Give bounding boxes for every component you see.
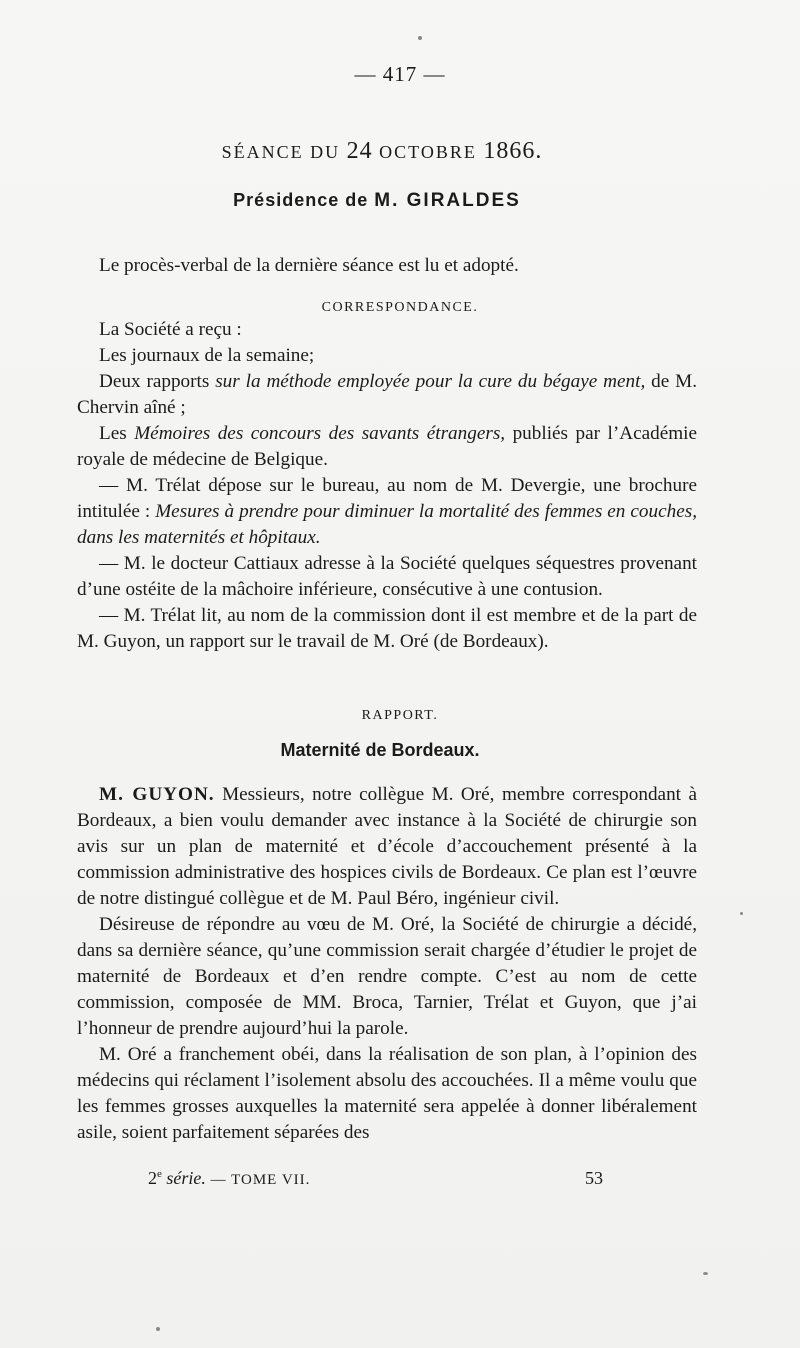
president-name: M. GIRALDES xyxy=(374,190,521,211)
scan-speck xyxy=(703,1272,708,1275)
reports-paragraph xyxy=(77,369,697,421)
page-number: — 417 — xyxy=(354,62,446,86)
paragraph-1-text: Messieurs, notre collègue M. Oré, membre correspondant à Bordeaux, a bien voulu demander avec instance à la Société de chirurgie son avis sur un plan de maternité et d’école d’accouchement présenté à la commission administrative des hospices civils de Bordeaux. Ce plan est l’œuvre de notre distingué collègue et de M. Paul Béro, ingénieur civil. xyxy=(77,784,697,909)
received-line: La Société a reçu : xyxy=(99,319,242,340)
correspondance-section xyxy=(77,317,697,655)
presidency-label: Présidence de xyxy=(233,190,375,210)
printer-signature: 53 xyxy=(585,1168,603,1188)
page-footer xyxy=(0,1168,800,1194)
presidency-line xyxy=(0,190,754,212)
minutes-paragraph xyxy=(77,253,697,279)
memoires-suffix: publiés par l’Académie royale de médecine de Belgique. xyxy=(77,423,697,470)
session-day: 24 xyxy=(346,138,373,164)
rapport-title: Maternité de Bordeaux. xyxy=(280,740,480,760)
scan-speck xyxy=(740,912,743,915)
session-heading xyxy=(0,138,764,165)
trelat-report-paragraph: — M. Trélat lit, au nom de la commission dont il est membre et de la part de M. Guyon, un rapport sur le travail de M. Oré (de Bordeaux). xyxy=(77,605,697,652)
memoires-prefix: Les xyxy=(99,423,135,444)
session-month: OCTOBRE xyxy=(372,142,484,162)
volume-label: — TOME VII. xyxy=(205,1172,311,1188)
brochure-title: Mesures à prendre pour diminuer la mortalité des femmes en couches, dans les maternités et hôpitaux. xyxy=(77,501,697,548)
rapport-paragraph-3: M. Oré a franchement obéi, dans la réalisation de son plan, à l’opinion des médecins qui réclament l’isolement absolu des accouchées. Il a même voulu que les femmes grosses auxquelles la maternité sera appelée à donner libéralement asile, soient parfaitement séparées des xyxy=(77,1044,697,1143)
rapport-body xyxy=(77,782,697,1146)
correspondance-heading: CORRESPONDANCE. xyxy=(321,300,479,315)
series-number: 2 xyxy=(148,1168,157,1188)
series-label: série. xyxy=(161,1168,206,1188)
memoires-paragraph xyxy=(77,421,697,473)
session-year: 1866. xyxy=(483,138,543,164)
scan-speck xyxy=(156,1327,160,1331)
rapport-paragraph-2: Désireuse de répondre au vœu de M. Oré, la Société de chirurgie a décidé, dans sa dernière séance, qu’une commission serait chargée d’étudier le projet de maternité de Bordeaux et d’en rendre compte. C’est au nom de cette commission, composée de MM. Broca, Tarnier, Trélat et Guyon, que j’ai l’honneur de prendre aujourd’hui la parole. xyxy=(77,914,697,1039)
scan-speck xyxy=(418,36,422,40)
reports-title: sur la méthode employée pour la cure du bégaye ment, xyxy=(215,371,646,392)
cattiaux-paragraph: — M. le docteur Cattiaux adresse à la Société quelques séquestres provenant d’une ostéite de la mâchoire inférieure, consécutive à une contusion. xyxy=(77,553,697,600)
reports-suffix: de M. Chervin aîné ; xyxy=(77,371,698,418)
session-prefix: SÉANCE DU xyxy=(221,142,347,162)
series-info xyxy=(148,1168,310,1189)
memoires-title: Mémoires des concours des savants étrangers, xyxy=(134,423,506,444)
rapport-paragraph-1 xyxy=(77,782,697,912)
intro-text: Le procès-verbal de la dernière séance est lu et adopté. xyxy=(99,255,519,276)
brochure-prefix: — M. Trélat dépose sur le bureau, au nom de M. Devergie, une brochure intitulée : xyxy=(77,475,697,522)
speaker-name: M. GUYON. xyxy=(99,784,215,805)
journals-line: Les journaux de la semaine; xyxy=(99,345,315,366)
series-superscript: e xyxy=(157,1168,162,1180)
rapport-heading: RAPPORT. xyxy=(361,708,439,723)
reports-prefix: Deux rapports xyxy=(99,371,216,392)
trelat-brochure-paragraph xyxy=(77,473,697,551)
